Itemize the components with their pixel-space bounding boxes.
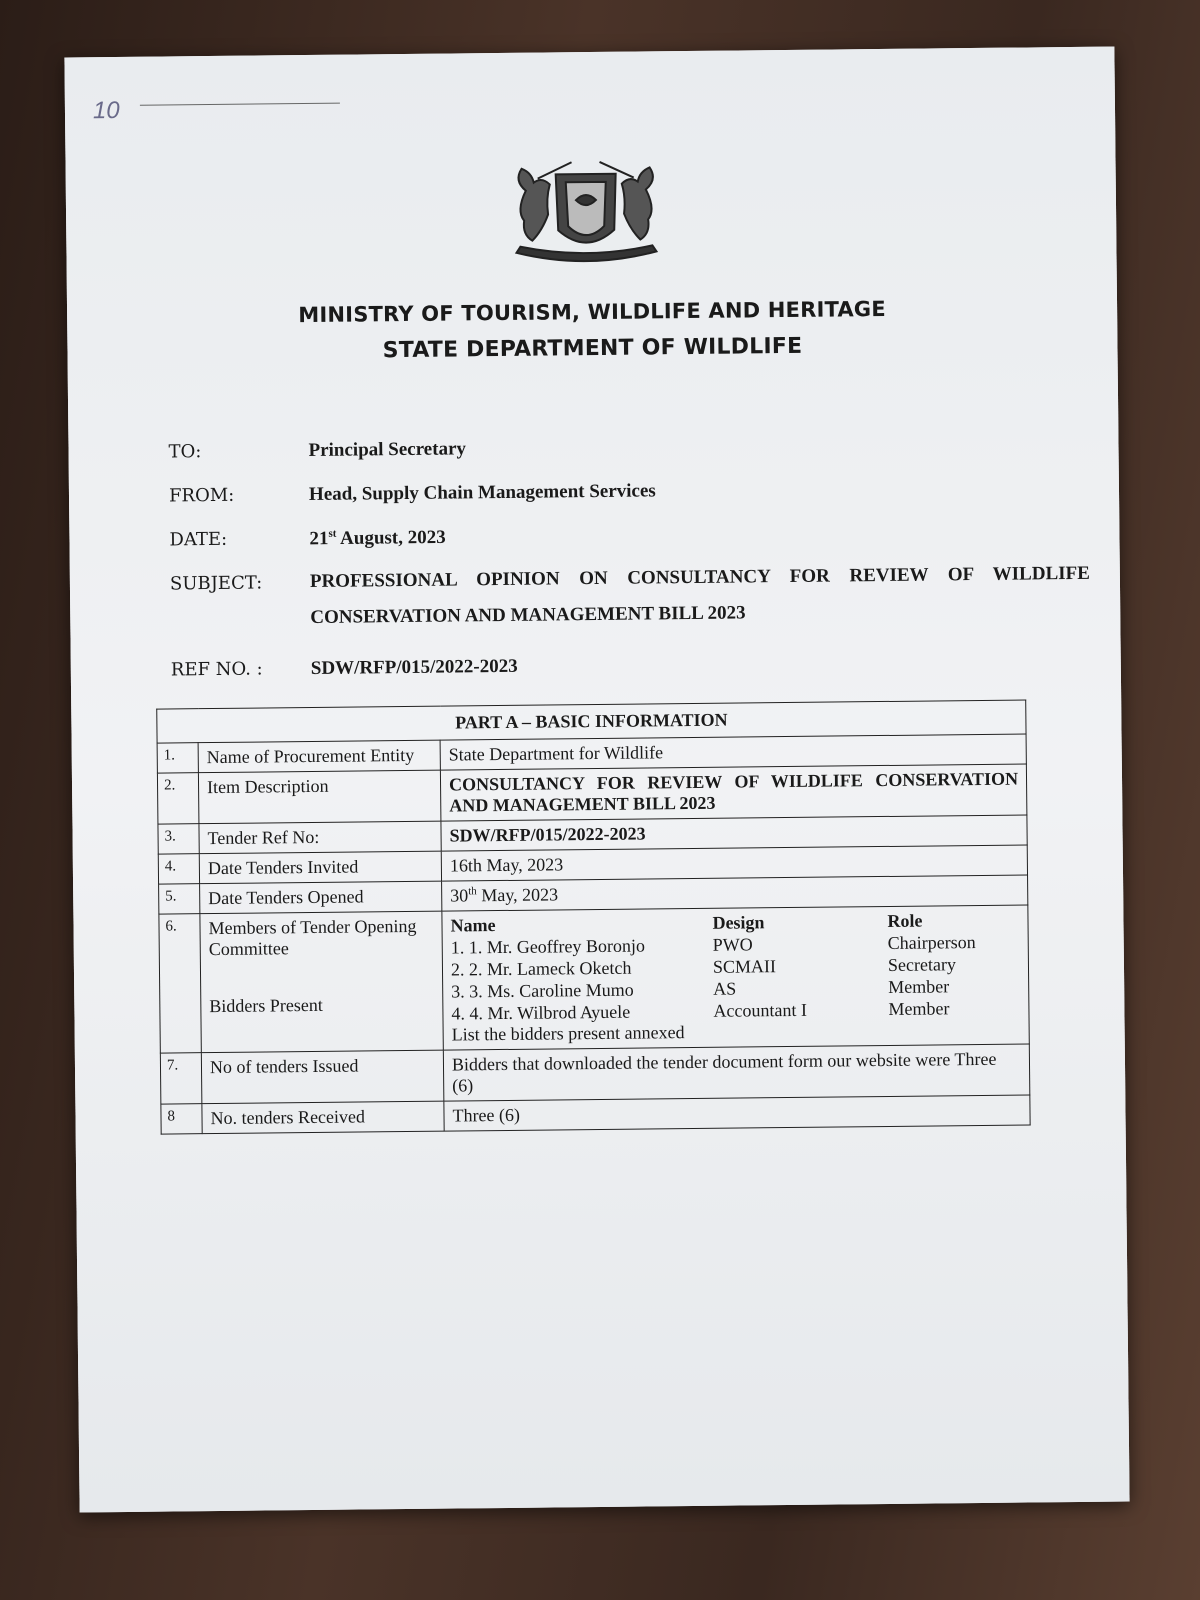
row-label: No. tenders Received [202,1101,444,1134]
row-number: 7. [160,1053,202,1104]
committee-list [450,910,1020,1025]
table-row [159,905,1029,1053]
row-value: SDW/RFP/015/2022-2023 [441,815,1027,851]
opened-suffix: th [468,885,477,898]
row-value: Bidders that downloaded the tender document form our website were Three (6) [443,1044,1030,1101]
row-label: Date Tenders Opened [200,881,442,914]
column-header-design: Design [712,912,765,933]
member-name: 2. 2. Mr. Lameck Oketch [450,957,632,980]
bidders-present-label: Bidders Present [209,994,323,1017]
bidders-annexed-note: List the bidders present annexed [451,1022,685,1045]
committee-cell [442,905,1029,1050]
opened-day: 30 [450,885,469,906]
handwritten-page-number: 10 [92,96,120,125]
subject-value: PROFESSIONAL OPINION ON CONSULTANCY FOR REVIEW OF WILDLIFE CONSERVATION AND MANAGEMENT BILL 2023 [309,563,1090,629]
document-page [64,47,1129,1513]
memo-to-row [168,432,1088,464]
margin-line [140,103,340,106]
ref-value: SDW/RFP/015/2022-2023 [310,656,518,680]
member-name: 1. 1. Mr. Geoffrey Boronjo [450,935,646,958]
row-number: 2. [157,773,199,824]
row-number: 1. [157,743,198,773]
row-number: 3. [158,824,199,854]
row-label: Item Description [198,770,441,824]
column-header-role: Role [887,910,923,931]
table-row [160,1044,1029,1104]
subject-label: SUBJECT: [169,572,263,595]
member-design: SCMAII [712,956,777,977]
row-label: No of tenders Issued [201,1050,444,1104]
memo-header [168,432,1091,704]
department-title: STATE DEPARTMENT OF WILDLIFE [382,333,803,364]
member-role: Member [888,998,950,1019]
row-value: CONSULTANCY FOR REVIEW OF WILDLIFE CONSERVATION AND MANAGEMENT BILL 2023 [440,764,1027,821]
member-name: 4. 4. Mr. Wilbrod Ayuele [451,1001,631,1024]
memo-from-row [169,476,1089,508]
from-value: Head, Supply Chain Management Services [308,480,656,505]
opened-rest: May, 2023 [476,884,559,906]
from-label: FROM: [168,484,235,507]
member-role: Member [888,976,950,997]
column-header-name: Name [450,915,496,936]
memo-subject-row [170,564,1091,638]
row-value: 16th May, 2023 [441,845,1027,881]
coat-of-arms-emblem [496,159,677,269]
row-label: Name of Procurement Entity [198,740,440,773]
to-value: Principal Secretary [308,438,467,462]
committee-label: Members of Tender Opening Committee [208,915,417,960]
row-label: Date Tenders Invited [199,851,441,884]
table-title: PART A – BASIC INFORMATION [157,700,1026,743]
member-design: PWO [712,934,753,955]
row-label: Tender Ref No: [199,821,441,854]
member-design: Accountant I [713,999,807,1021]
member-role: Chairperson [887,932,976,953]
row-number: 5. [159,884,200,914]
row-label [200,911,443,1053]
memo-ref-row [171,650,1091,682]
date-label: DATE: [169,528,228,551]
row-value: Three (6) [444,1095,1030,1131]
to-label: TO: [168,441,202,463]
member-name: 3. 3. Ms. Caroline Mumo [451,979,634,1002]
date-value [309,520,1089,550]
date-suffix: st [328,527,337,540]
memo-date-row [169,520,1089,552]
basic-information-table [156,700,1030,1135]
member-role: Secretary [887,954,957,975]
date-day: 21 [309,528,329,550]
ministry-title: MINISTRY OF TOURISM, WILDLIFE AND HERITAGE [298,296,886,328]
table-row [157,764,1026,824]
date-rest: August, 2023 [336,526,446,550]
row-number: 4. [158,854,199,884]
ref-label: REF NO. : [170,658,263,681]
row-value: State Department for Wildlife [440,734,1026,770]
member-design: AS [713,978,737,999]
row-number: 8 [161,1104,202,1134]
row-number: 6. [159,914,201,1053]
